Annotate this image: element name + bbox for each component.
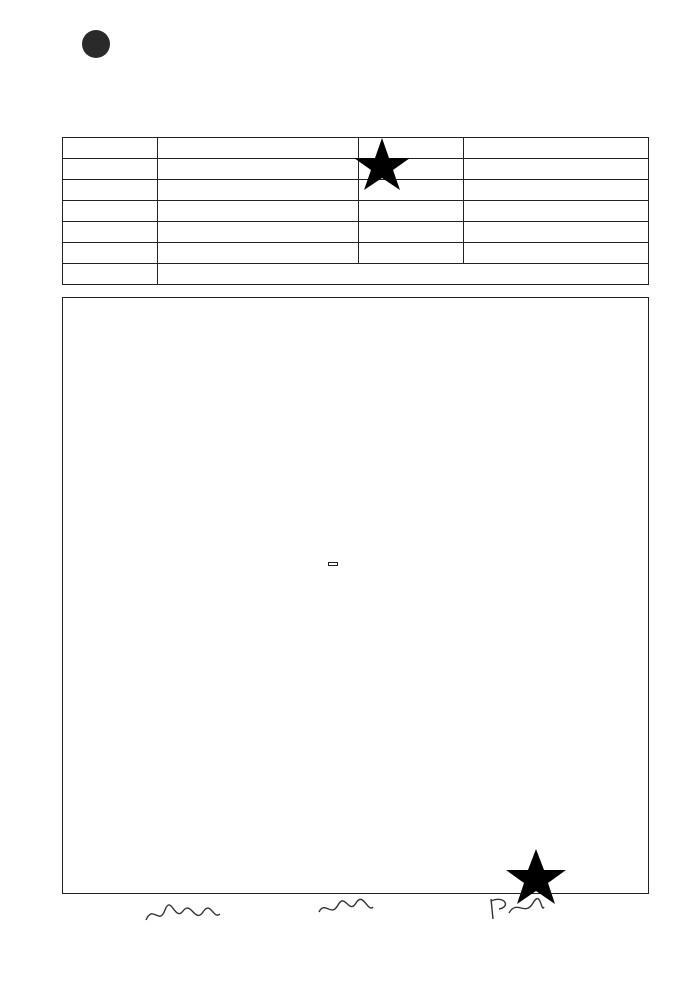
table-row <box>63 243 649 264</box>
approver-signature <box>487 893 547 923</box>
quantity-value <box>464 201 649 222</box>
production-date-label <box>63 222 158 243</box>
product-code-value <box>464 159 649 180</box>
report-date-label <box>359 243 464 264</box>
batch-label <box>63 180 158 201</box>
report-date-value <box>464 243 649 264</box>
product-name-label <box>63 138 158 159</box>
spec-value <box>464 180 649 201</box>
basis-value <box>157 264 648 285</box>
package-label <box>63 201 158 222</box>
company-seal <box>320 108 444 226</box>
report-number-value <box>464 138 649 159</box>
department-label <box>63 159 158 180</box>
blank-below-note <box>328 562 338 566</box>
reporter-signature <box>143 902 223 928</box>
test-date-value <box>157 243 359 264</box>
test-date-label <box>63 243 158 264</box>
expiry-date-value <box>464 222 649 243</box>
reviewer-signature <box>316 896 376 922</box>
logo-mark <box>82 30 110 58</box>
basis-label <box>63 264 158 285</box>
table-row <box>63 264 649 285</box>
company-logo <box>82 30 121 58</box>
quality-seal <box>456 804 616 954</box>
company-seal-star <box>354 138 410 190</box>
